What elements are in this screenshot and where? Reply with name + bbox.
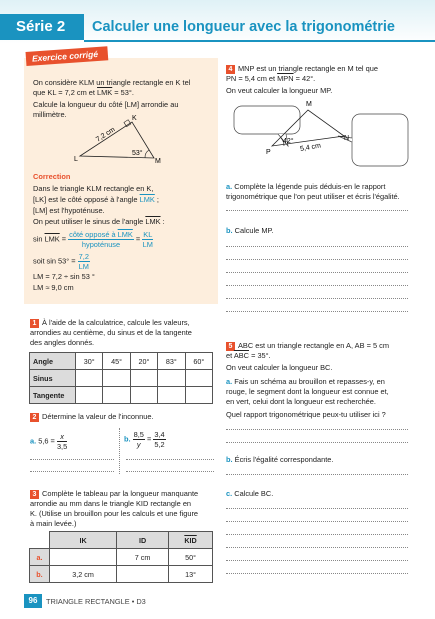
ex3-text-1: 3 Complète le tableau par la longueur manquante <box>30 489 198 499</box>
ex1-row-label: Angle <box>30 353 76 370</box>
ex1-angle-cell: 83° <box>158 353 185 370</box>
vertex-l-label: L <box>74 156 78 163</box>
ex1-tangente-row <box>30 387 213 404</box>
ex1-answer-cell[interactable] <box>76 370 103 387</box>
ex2-a-equation: a. 5,6 = $\frac{x}{3,5}$ <box>30 432 68 451</box>
ex3-header-cell: $\overline{KID}$ <box>169 532 213 549</box>
ex3-kid-cell: 50° <box>169 549 213 566</box>
ex1-angle-row <box>30 353 213 370</box>
header-rule <box>84 40 435 42</box>
ex5-text-2: et $\overline{ABC} = 35^\circ$. <box>226 351 271 360</box>
ex3-row-label: b. <box>30 566 50 583</box>
ex5-a-text-2: rouge, le segment dont la longueur est connue et, <box>226 387 389 396</box>
sine-ratio-letters: $\frac{KL}{LM}$ <box>142 230 153 249</box>
ex3-header-cell: IK <box>50 532 117 549</box>
angle-arc <box>145 150 149 158</box>
ex1-answer-cell[interactable] <box>103 387 130 404</box>
triangle-klm-shape <box>80 122 154 158</box>
vertex-m-label: M <box>155 158 161 165</box>
ex5-a-text-3: en vert, celui dont la longueur est recherchée. <box>226 397 376 406</box>
ex2-b-answer-line[interactable] <box>126 459 214 460</box>
ex4-b-text: b. Calcule MP. <box>226 226 274 235</box>
ex5-c-answer-line[interactable] <box>226 521 408 522</box>
ex1-answer-cell[interactable] <box>158 370 185 387</box>
ex1-answer-cell[interactable] <box>185 387 212 404</box>
ex4-text-2: PN = 5,4 cm et $\overline{MPN} = 42^\circ$. <box>226 74 316 83</box>
ex4-number: 4 <box>226 65 235 74</box>
sine-substitution: soit sin 53° = $\frac{7,2}{LM}$ <box>33 252 89 271</box>
ex1-text-3: des angles donnés. <box>30 338 95 347</box>
ex2-a-answer-line[interactable] <box>30 459 114 460</box>
angle-label: 42° <box>283 138 294 145</box>
correction-line-1: Dans le triangle KLM rectangle en K, <box>33 184 154 193</box>
ex1-angle-cell: 45° <box>103 353 130 370</box>
ex1-answer-cell[interactable] <box>185 370 212 387</box>
ex5-c-answer-line[interactable] <box>226 508 408 509</box>
lm-result: LM ≈ 9,0 cm <box>33 283 74 292</box>
ex3-id-cell[interactable] <box>117 566 169 583</box>
ex3-text-2: arrondie au mm dans le triangle KID rectangle en <box>30 499 192 508</box>
ex1-row-label: Tangente <box>30 387 76 404</box>
ex5-question: Quel rapport trigonométrique peux-tu utiliser ici ? <box>226 410 386 419</box>
ex1-sinus-row <box>30 370 213 387</box>
page-number: 96 <box>24 594 42 608</box>
legend-bubble-left[interactable] <box>234 106 300 134</box>
ex1-answer-cell[interactable] <box>158 387 185 404</box>
ex2-text: 2 Détermine la valeur de l'inconnue. <box>30 412 154 422</box>
example-statement-4: millimètre. <box>33 110 67 119</box>
ex3-corner-cell <box>30 532 50 549</box>
ex4-b-answer-line[interactable] <box>226 259 408 260</box>
footer-text: TRIANGLE RECTANGLE • D3 <box>46 597 146 606</box>
ex3-row-a <box>30 549 213 566</box>
ex3-header-cell: ID <box>117 532 169 549</box>
ex1-angle-cell: 30° <box>76 353 103 370</box>
ex1-row-label: Sinus <box>30 370 76 387</box>
ex5-b-text: b. Écris l'égalité correspondante. <box>226 455 334 464</box>
ex4-b-answer-line[interactable] <box>226 311 408 312</box>
ex5-c-answer-line[interactable] <box>226 573 408 574</box>
ex4-text-3: On veut calculer la longueur MP. <box>226 86 333 95</box>
ex3-header-row <box>30 532 213 549</box>
ex1-answer-cell[interactable] <box>103 370 130 387</box>
ex1-table <box>29 352 213 404</box>
ex1-angle-cell: 20° <box>130 353 157 370</box>
ex3-number: 3 <box>30 490 39 499</box>
ex2-b-answer-line[interactable] <box>126 471 214 472</box>
ex5-a-text-1: a. Fais un schéma au brouillon et repasses-y, en <box>226 377 385 386</box>
ex5-a-answer-line[interactable] <box>226 442 408 443</box>
ex4-b-answer-line[interactable] <box>226 298 408 299</box>
ex5-c-answer-line[interactable] <box>226 534 408 535</box>
angle-label: 53° <box>132 150 143 157</box>
ex4-b-answer-line[interactable] <box>226 272 408 273</box>
ex3-text-4: à main levée.) <box>30 519 77 528</box>
side-kl-label: 7,2 cm <box>95 126 117 144</box>
sine-ratio-words: $\frac{côté opposé à \overline{LMK}}{\text{hypoténuse}}$ <box>69 230 133 249</box>
ex2-a-answer-line[interactable] <box>30 471 114 472</box>
ex3-row-b <box>30 566 213 583</box>
ex4-a-answer-line[interactable] <box>226 210 408 211</box>
ex3-kid-cell: 13° <box>169 566 213 583</box>
lm-computation: LM = 7,2 ÷ sin 53 ° <box>33 272 95 281</box>
vertex-p-label: P <box>266 149 271 156</box>
vertex-m-label: M <box>306 101 312 108</box>
correction-line-3: [LM] est l'hypoténuse. <box>33 206 105 215</box>
ex2-b-equation: b. $\frac{8,5}{y}$ = $\frac{3,4}{5,2}$ <box>124 430 165 449</box>
correction-line-2: [LK] est le côté opposé à l'angle $\overline{LMK}$ ; <box>33 195 159 204</box>
ex3-id-cell: 7 cm <box>117 549 169 566</box>
ex5-number: 5 <box>226 342 235 351</box>
ex3-ik-cell[interactable] <box>50 549 117 566</box>
ex3-text-3: K. (Utilise un brouillon pour les calculs et une figure <box>30 509 199 518</box>
vertex-k-label: K <box>132 115 137 122</box>
ex2-number: 2 <box>30 413 39 422</box>
ex1-answer-cell[interactable] <box>76 387 103 404</box>
ex3-row-label: a. <box>30 549 50 566</box>
ex5-text-3: On veut calculer la longueur BC. <box>226 363 333 372</box>
correction-title: Correction <box>33 172 71 181</box>
sine-formula: $\sin \overline{LMK}$ = $\frac{côté opposé à \overline{LMK}}{\text{hypoténuse}}$ = $\frac{KL}{LM}$ <box>33 230 153 249</box>
example-statement-1: On considère KLM un triangle rectangle en K tel <box>33 78 191 87</box>
ex5-c-answer-line[interactable] <box>226 560 408 561</box>
vertex-n-label: N <box>344 135 350 142</box>
ex5-c-answer-line[interactable] <box>226 547 408 548</box>
ex1-answer-cell[interactable] <box>130 387 157 404</box>
example-statement-2: que KL = 7,2 cm et $\overline{LMK} = 53^\circ$. <box>33 88 134 97</box>
ex2-separator <box>119 428 120 474</box>
triangle-klm-figure <box>70 114 180 166</box>
example-statement-3: Calcule la longueur du côté [LM] arrondie au <box>33 100 179 109</box>
page-title: Calculer une longueur avec la trigonométrie <box>92 19 395 35</box>
ex3-ik-cell: 3,2 cm <box>50 566 117 583</box>
ex1-answer-cell[interactable] <box>130 370 157 387</box>
series-badge: Série 2 <box>0 14 84 40</box>
ex1-text-2: arrondies au centième, du sinus et de la tangente <box>30 328 192 337</box>
ex5-b-answer-line[interactable] <box>226 474 408 475</box>
ex1-text-1: 1 À l'aide de la calculatrice, calcule les valeurs, <box>30 318 190 328</box>
ex5-c-text: c. Calcule BC. <box>226 489 274 498</box>
ex4-a-text-2: trigonométrique que l'on peut utiliser et écris l'égalité. <box>226 192 400 201</box>
worked-example-badge: Exercice corrigé <box>26 46 109 66</box>
ex4-b-answer-line[interactable] <box>226 285 408 286</box>
ex1-angle-cell: 60° <box>185 353 212 370</box>
triangle-mnp-figure <box>226 94 416 180</box>
ex1-number: 1 <box>30 319 39 328</box>
ex3-table <box>29 531 213 583</box>
ex4-b-answer-line[interactable] <box>226 246 408 247</box>
ex4-a-text-1: a. Complète la légende puis déduis-en le rapport <box>226 182 386 191</box>
side-pn-label: 5,4 cm <box>299 142 322 153</box>
ex5-text-1: 5 ABC est un triangle rectangle en A, AB = 5 cm <box>226 341 389 351</box>
ex5-a-answer-line[interactable] <box>226 429 408 430</box>
correction-line-4: On peut utiliser le sinus de l'angle $\overline{LMK}$ : <box>33 217 165 226</box>
legend-bubble-right[interactable] <box>352 114 408 166</box>
ex4-text-1: 4 MNP est un triangle rectangle en M tel que <box>226 64 378 74</box>
